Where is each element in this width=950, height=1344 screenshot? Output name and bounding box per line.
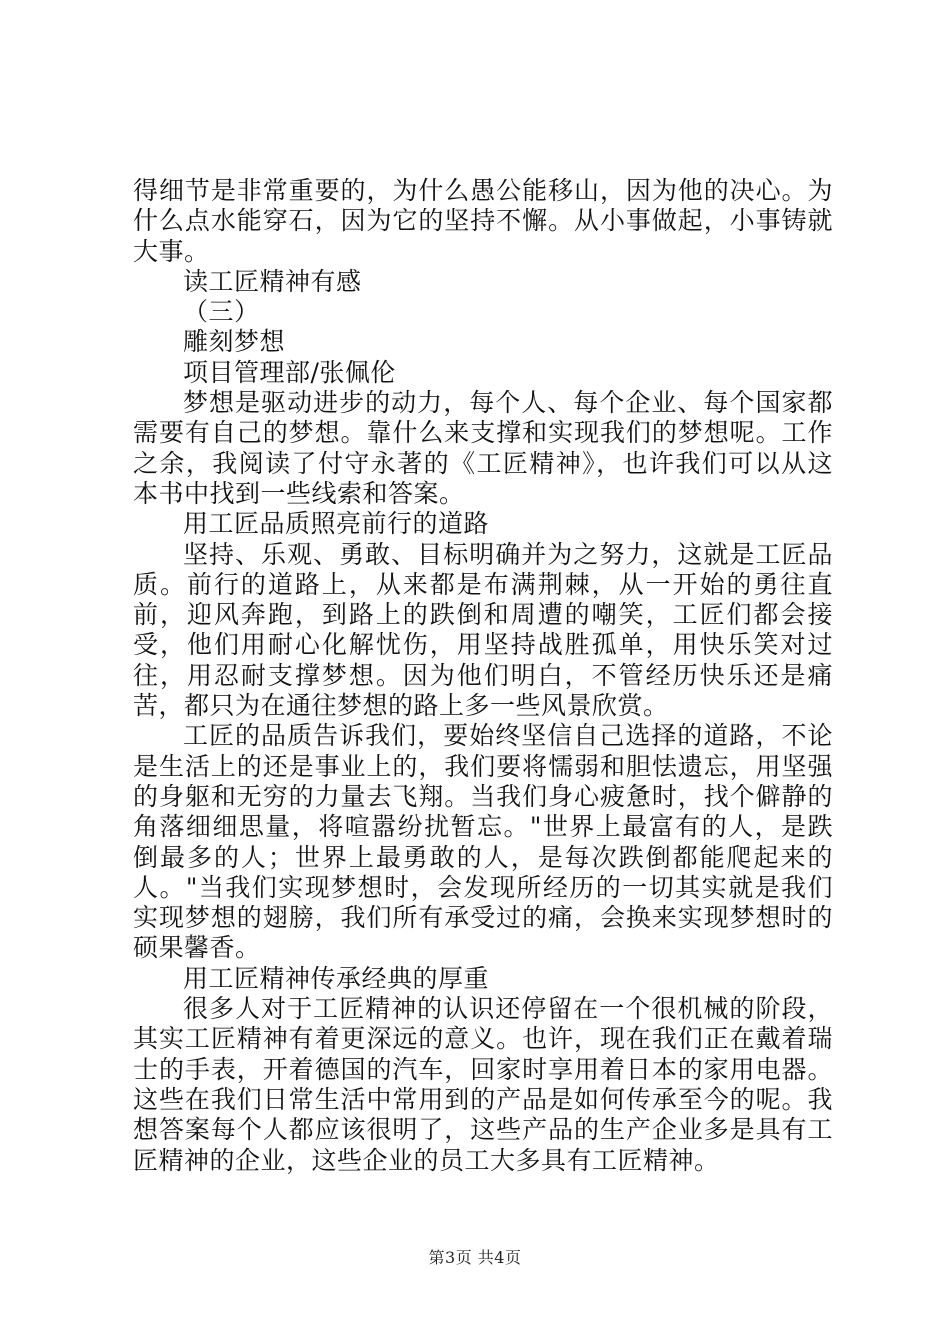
page-footer bbox=[0, 1245, 950, 1268]
paragraph: 梦想是驱动进步的动力，每个人、每个企业、每个国家都需要有自己的梦想。靠什么来支撑和实现我们的梦想呢。工作之余，我阅读了付守永著的《工匠精神》，也许我们可以从这本书中找到一些线索和答案。 bbox=[133, 388, 833, 508]
paragraph: 工匠的品质告诉我们，要始终坚信自己选择的道路，不论是生活上的还是事业上的，我们要将懦弱和胆怯遗忘，用坚强的身躯和无穷的力量去飞翔。当我们身心疲惫时，找个僻静的角落细细思量，将喧嚣纷扰暂忘。"世界上最富有的人，是跌倒最多的人；世界上最勇敢的人，是每次跌倒都能爬起来的人。"当我们实现梦想时，会发现所经历的一切其实就是我们实现梦想的翅膀，我们所有承受过的痛，会换来实现梦想时的硕果馨香。 bbox=[133, 721, 833, 963]
section-title: 读工匠精神有感 bbox=[183, 266, 362, 296]
paragraph: 很多人对于工匠精神的认识还停留在一个很机械的阶段，其实工匠精神有着更深远的意义。也许，现在我们正在戴着瑞士的手表，开着德国的汽车，回家时享用着日本的家用电器。这些在我们日常生活中常用到的产品是如何传承至今的呢。我想答案每个人都应该很明了，这些产品的生产企业多是具有工匠精神的企业，这些企业的员工大多具有工匠精神。 bbox=[133, 994, 833, 1175]
subheading: 用工匠品质照亮前行的道路 bbox=[183, 509, 490, 539]
subheading: 用工匠精神传承经典的厚重 bbox=[183, 963, 490, 993]
page-number: 第3页 共4页 bbox=[428, 1248, 522, 1267]
paragraph: 坚持、乐观、勇敢、目标明确并为之努力，这就是工匠品质。前行的道路上，从来都是布满荆棘，从一开始的勇往直前，迎风奔跑，到路上的跌倒和周遭的嘲笑，工匠们都会接受，他们用耐心化解忧伤，用坚持战胜孤单，用快乐笑对过往，用忍耐支撑梦想。因为他们明白，不管经历快乐还是痛苦，都只为在通往梦想的路上多一些风景欣赏。 bbox=[133, 539, 833, 721]
paragraph: 得细节是非常重要的，为什么愚公能移山，因为他的决心。为什么点水能穿石，因为它的坚持不懈。从小事做起，小事铸就大事。 bbox=[133, 176, 833, 266]
section-number: （三） bbox=[183, 297, 260, 327]
article-title: 雕刻梦想 bbox=[183, 327, 286, 357]
document-body bbox=[133, 176, 833, 1176]
author-line: 项目管理部/张佩伦 bbox=[183, 357, 396, 387]
